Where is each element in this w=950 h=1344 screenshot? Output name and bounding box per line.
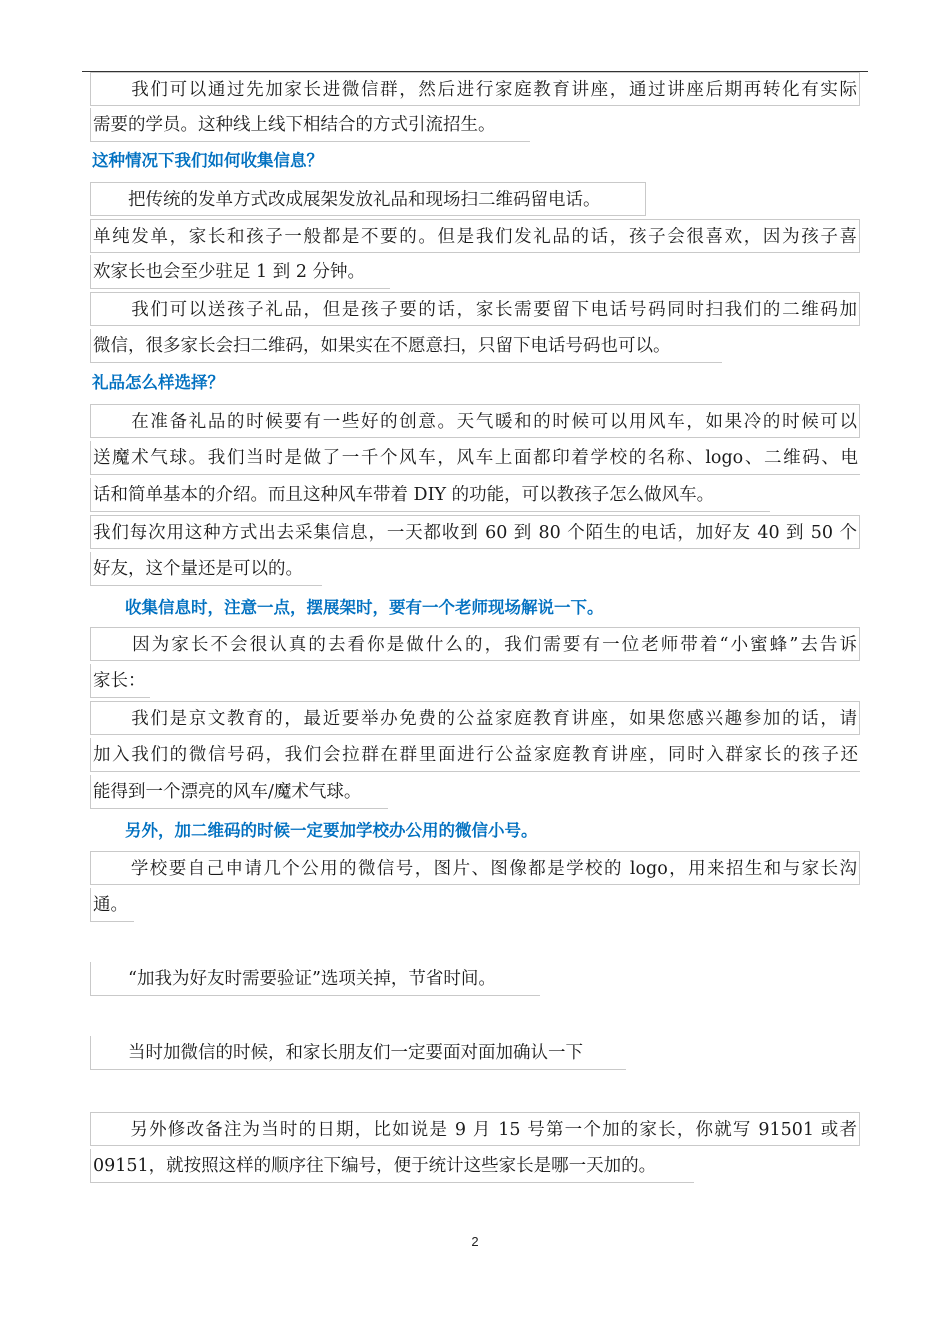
paragraph-line: 送魔术气球。我们当时是做了一千个风车，风车上面都印着学校的名称、logo、二维码、电 [90,441,860,475]
paragraph-line: 加入我们的微信号码，我们会拉群在群里面进行公益家庭教育讲座，同时入群家长的孩子还 [90,738,860,772]
paragraph-line: 通。 [90,888,134,922]
paragraph-line: 因为家长不会很认真的去看你是做什么的，我们需要有一位老师带着“小蜜蜂”去告诉 [90,627,860,661]
paragraph-line: 我们可以送孩子礼品，但是孩子要的话，家长需要留下电话号码同时扫我们的二维码加 [90,292,860,326]
paragraph-line: 欢家长也会至少驻足 1 到 2 分钟。 [90,255,390,289]
section-heading: 这种情况下我们如何收集信息？ [92,151,323,170]
paragraph-line: 我们每次用这种方式出去采集信息，一天都收到 60 到 80 个陌生的电话，加好友 40 到 50 个 [90,515,860,549]
paragraph-line: 单纯发单，家长和孩子一般都是不要的。但是我们发礼品的话，孩子会很喜欢，因为孩子喜 [90,219,860,253]
paragraph-line: 当时加微信的时候，和家长朋友们一定要面对面加确认一下 [90,1036,626,1070]
paragraph-line: 话和简单基本的介绍。而且这种风车带着 DIY 的功能，可以教孩子怎么做风车。 [90,478,770,512]
paragraph-line: 把传统的发单方式改成展架发放礼品和现场扫二维码留电话。 [90,182,646,216]
paragraph-line: 09151，就按照这样的顺序往下编号，便于统计这些家长是哪一天加的。 [90,1149,694,1183]
paragraph-line: 在准备礼品的时候要有一些好的创意。天气暖和的时候可以用风车，如果冷的时候可以 [90,404,860,438]
section-heading: 礼品怎么样选择？ [92,373,224,392]
paragraph-line: 能得到一个漂亮的风车/魔术气球。 [90,775,388,809]
paragraph-line: 家长： [90,664,150,698]
paragraph-line: “加我为好友时需要验证”选项关掉，节省时间。 [90,962,540,996]
paragraph-line: 学校要自己申请几个公用的微信号，图片、图像都是学校的 logo，用来招生和与家长沟 [90,851,860,885]
paragraph-line: 好友，这个量还是可以的。 [90,552,322,586]
paragraph-line: 我们可以通过先加家长进微信群，然后进行家庭教育讲座，通过讲座后期再转化有实际 [90,72,860,106]
paragraph-line: 微信，很多家长会扫二维码，如果实在不愿意扫，只留下电话号码也可以。 [90,329,722,363]
page-number: 2 [471,1234,479,1249]
section-heading: 收集信息时，注意一点，摆展架时，要有一个老师现场解说一下。 [92,598,604,617]
paragraph-line: 我们是京文教育的，最近要举办免费的公益家庭教育讲座，如果您感兴趣参加的话，请 [90,701,860,735]
paragraph-line: 另外修改备注为当时的日期，比如说是 9 月 15 号第一个加的家长，你就写 91501 或者 [90,1112,860,1146]
paragraph-line: 需要的学员。这种线上线下相结合的方式引流招生。 [90,108,530,142]
section-heading: 另外，加二维码的时候一定要加学校办公用的微信小号。 [92,821,538,840]
